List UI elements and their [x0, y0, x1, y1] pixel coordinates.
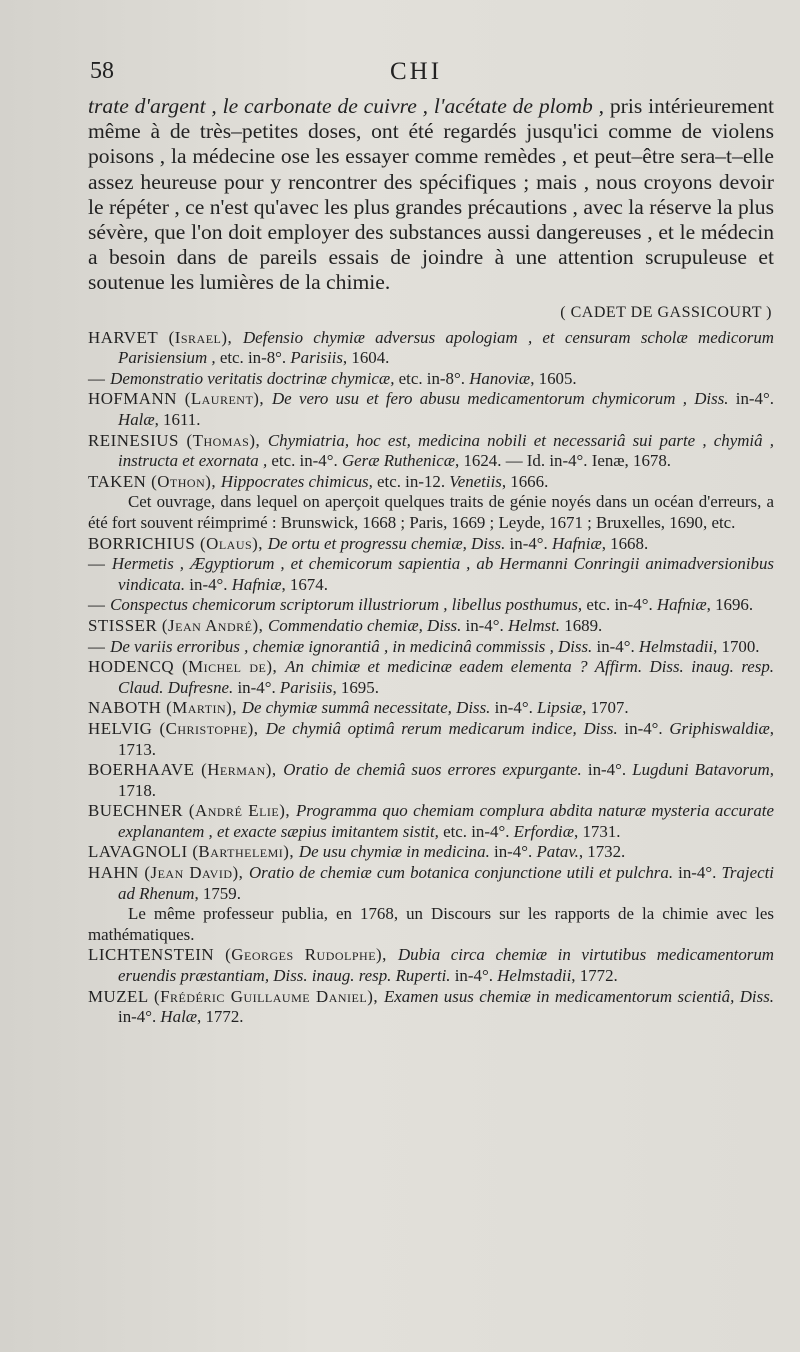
- entry-format: etc. in-12.: [372, 471, 450, 491]
- bibliography-entry: [88, 328, 774, 369]
- entry-title: De variis erroribus , chemiæ ignorantiâ , in medicinâ commissis , Diss.: [110, 636, 593, 656]
- page-content: [88, 94, 774, 1028]
- entry-title: Oratio de chemiæ cum botanica conjunctione utili et pulchra.: [248, 863, 674, 883]
- bibliography-entry: [88, 637, 774, 658]
- entry-date: , 1759.: [194, 883, 241, 903]
- entry-place: Hafniæ: [656, 595, 707, 615]
- entry-format: etc. in-4°.: [438, 821, 514, 841]
- article-signature: ( CADET DE GASSICOURT ): [560, 303, 772, 321]
- entry-title: De ortu et progressu chemiæ, Diss.: [267, 533, 506, 553]
- bibliography-entry: [88, 657, 774, 698]
- entry-title: An chimiæ et medicinæ eadem elementa ? Affirm. Diss. inaug. resp. Claud. Dufresne.: [118, 657, 774, 697]
- bibliography-entry: [88, 719, 774, 760]
- entry-author: HARVET (Israel),: [88, 327, 243, 347]
- entry-format: in-4°.: [450, 966, 498, 986]
- intro-paragraph: [88, 94, 774, 296]
- entry-author: HAHN (Jean David),: [88, 863, 249, 883]
- page-number: 58: [90, 58, 114, 84]
- entry-author: HELVIG (Christophe),: [88, 718, 266, 738]
- entry-date: , 1611.: [154, 410, 201, 429]
- running-head: CHI: [390, 58, 443, 85]
- entry-author: BOERHAAVE (Herman),: [88, 760, 284, 780]
- entry-title: Demonstratio veritatis doctrinæ chymicæ,: [110, 368, 395, 388]
- entry-place: Lugduni Batavorum: [632, 760, 770, 780]
- entry-title: Dubia circa chemiæ in virtutibus medicamentorum eruendis præstantiam, Diss. inaug. resp. Ruperti.: [118, 945, 775, 986]
- entry-title: De vero usu et fero abusu medicamentorum chymicorum , Diss.: [271, 389, 729, 409]
- entry-place: Helmstadii: [497, 966, 572, 986]
- entry-date: , 1732.: [578, 842, 626, 862]
- entry-format: etc. in-8°.: [394, 368, 470, 388]
- entry-date: , 1666.: [501, 471, 549, 491]
- entry-place: Halæ: [118, 410, 155, 429]
- entry-author: HODENCQ (Michel de),: [88, 657, 286, 677]
- entry-author: —: [88, 636, 111, 656]
- entry-title: Hermetis , Ægyptiorum , et chemicorum sapientia , ab Hermanni Conringii animadversionibus vindicata.: [111, 554, 774, 594]
- entry-author: —: [88, 554, 112, 574]
- entry-author: REINESIUS (Thomas),: [88, 430, 268, 450]
- bibliography-entry: [88, 842, 774, 863]
- entry-place: Griphiswaldiæ: [669, 718, 770, 738]
- entry-place: Geræ Ruthenicæ: [341, 451, 456, 471]
- entry-date: , 1713.: [118, 718, 774, 759]
- bibliography-entry: [88, 616, 774, 637]
- entry-place: Parisiis: [290, 348, 343, 368]
- bibliography-list: [88, 328, 774, 1028]
- entry-title: Defensio chymiæ adversus apologiam , et censuram scholæ medicorum Parisiensium ,: [118, 327, 774, 368]
- entry-title: Chymiatria, hoc est, medicina nobili et necessariâ sui parte , chymiâ , instructa et exornata ,: [118, 430, 774, 471]
- entry-author: LICHTENSTEIN (Georges Rudolphe),: [88, 945, 398, 965]
- entry-format: in-4°.: [490, 698, 538, 718]
- bibliography-entry: [88, 369, 774, 390]
- entry-place: Hafniæ: [551, 533, 602, 553]
- entry-format: etc. in-4°.: [267, 451, 342, 471]
- entry-author: BUECHNER (André Elie),: [88, 801, 296, 821]
- entry-date: , 1668.: [601, 533, 649, 553]
- entry-title: De usu chymiæ in medicina.: [298, 842, 490, 862]
- entry-place: Helmst.: [507, 615, 561, 635]
- entry-format: in-4°.: [489, 842, 537, 862]
- entry-place: Patav.: [536, 842, 579, 862]
- bibliography-entry: [88, 534, 774, 555]
- entry-title: Programma quo chemiam complura abdita naturæ mysteria accurate explanantem , et exacte sæpius imitantem sistit,: [118, 801, 774, 841]
- entry-date: , 1772.: [197, 1007, 244, 1027]
- entry-title: De chymiâ optimâ rerum medicarum indice, Diss.: [265, 718, 618, 738]
- entry-place: Trajecti ad Rhenum: [118, 863, 775, 903]
- bibliography-entry: [88, 945, 774, 986]
- entry-place: Lipsiæ: [537, 698, 583, 718]
- entry-place: Halæ: [160, 1007, 198, 1027]
- entry-date: , 1731.: [574, 821, 621, 841]
- entry-date: , 1707.: [582, 698, 629, 718]
- entry-author: TAKEN (Othon),: [88, 471, 221, 491]
- bibliography-entry: [88, 863, 774, 904]
- entry-format: etc. in-8°.: [215, 348, 291, 368]
- entry-date: 1689.: [560, 615, 603, 635]
- entry-date: , 1605.: [530, 368, 577, 388]
- entry-author: STISSER (Jean André),: [88, 615, 269, 635]
- entry-title: Examen usus chemiæ in medicamentorum scientiâ, Diss.: [383, 986, 774, 1006]
- bibliography-entry: [88, 801, 774, 842]
- entry-place: Hafniæ: [231, 574, 282, 594]
- entry-format: in-4°.: [118, 1007, 161, 1027]
- entry-place: Erfordiæ: [513, 821, 575, 841]
- entry-author: NABOTH (Martin),: [88, 698, 242, 718]
- entry-format: in-4°.: [185, 574, 232, 594]
- bibliography-entry: [88, 554, 774, 595]
- entry-format: in-4°.: [505, 533, 552, 553]
- intro-italic-lead: trate d'argent , le carbonate de cuivre , l'acétate de plomb ,: [88, 94, 605, 118]
- entry-title: Hippocrates chimicus,: [220, 471, 373, 491]
- entry-format: in-4°.: [592, 636, 639, 656]
- entry-note: Le même professeur publia, en 1768, un Discours sur les rapports de la chimie avec les mathématiques.: [88, 904, 774, 944]
- entry-place: Hanoviæ: [469, 368, 531, 388]
- bibliography-entry: [88, 389, 774, 430]
- bibliography-entry: [88, 987, 774, 1028]
- entry-format: in-4°.: [233, 677, 280, 697]
- entry-format: in-4°.: [617, 718, 670, 738]
- entry-format: in-4°.: [728, 389, 774, 409]
- entry-format: in-4°.: [581, 760, 633, 780]
- entry-date: , 1696.: [706, 595, 754, 615]
- entry-author: —: [88, 595, 111, 615]
- entry-title: Commendatio chemiæ, Diss.: [268, 615, 462, 635]
- entry-place: Parisiis: [279, 677, 333, 697]
- entry-date: , 1700.: [713, 636, 760, 656]
- entry-date: , 1718.: [118, 760, 774, 800]
- entry-date: , 1695.: [332, 677, 379, 697]
- entry-author: MUZEL (Frédéric Guillaume Daniel),: [88, 986, 384, 1006]
- entry-title: Oratio de chemiâ suos errores expurgante.: [283, 760, 582, 780]
- entry-date: , 1772.: [571, 966, 618, 986]
- entry-date: , 1674.: [281, 574, 328, 594]
- entry-format: etc. in-4°.: [582, 595, 657, 615]
- entry-author: BORRICHIUS (Olaus),: [88, 533, 268, 553]
- bibliography-entry: [88, 431, 774, 472]
- entry-place: Venetiis: [449, 471, 502, 491]
- entry-date: , 1604.: [342, 348, 390, 368]
- entry-author: HOFMANN (Laurent),: [88, 389, 272, 409]
- entry-title: Conspectus chemicorum scriptorum illustriorum , libellus posthumus,: [110, 595, 583, 615]
- entry-author: —: [88, 368, 111, 388]
- entry-format: in-4°.: [461, 615, 508, 635]
- page-header: [90, 58, 770, 92]
- intro-text: pris intérieurement même à de très–petites doses, ont été regardés jusqu'ici comme de violens poisons , la médecine ose les essayer comme remèdes , et peut–être sera–t–elle assez heureuse pour y rencontrer des spécifiques ; mais , nous croyons devoir le répéter , ce n'est qu'avec les plus grandes précautions , avec la réserve la plus sévère, que l'on doit employer des substances aussi dangereuses , et le médecin a besoin dans de pareils essais de joindre à une attention scrupuleuse et soutenue les lumières de la chimie.: [88, 94, 775, 295]
- bibliography-entry: [88, 760, 774, 801]
- bibliography-entry: [88, 595, 774, 616]
- bibliography-entry: [88, 472, 774, 493]
- entry-place: Helmstadii: [638, 636, 714, 656]
- bibliography-entry: [88, 698, 774, 719]
- entry-note: Cet ouvrage, dans lequel on aperçoit quelques traits de génie noyés dans un océan d'erreurs, a été fort souvent réimprimé : Brunswick, 1668 ; Paris, 1669 ; Leyde, 1671 ; Bruxelles, 1690, etc.: [88, 492, 774, 532]
- entry-format: in-4°.: [673, 863, 722, 883]
- entry-title: De chymiæ summâ necessitate, Diss.: [241, 698, 491, 718]
- entry-author: LAVAGNOLI (Barthelemi),: [88, 842, 299, 862]
- entry-date: , 1624. — Id. in-4°. Ienæ, 1678.: [455, 451, 672, 471]
